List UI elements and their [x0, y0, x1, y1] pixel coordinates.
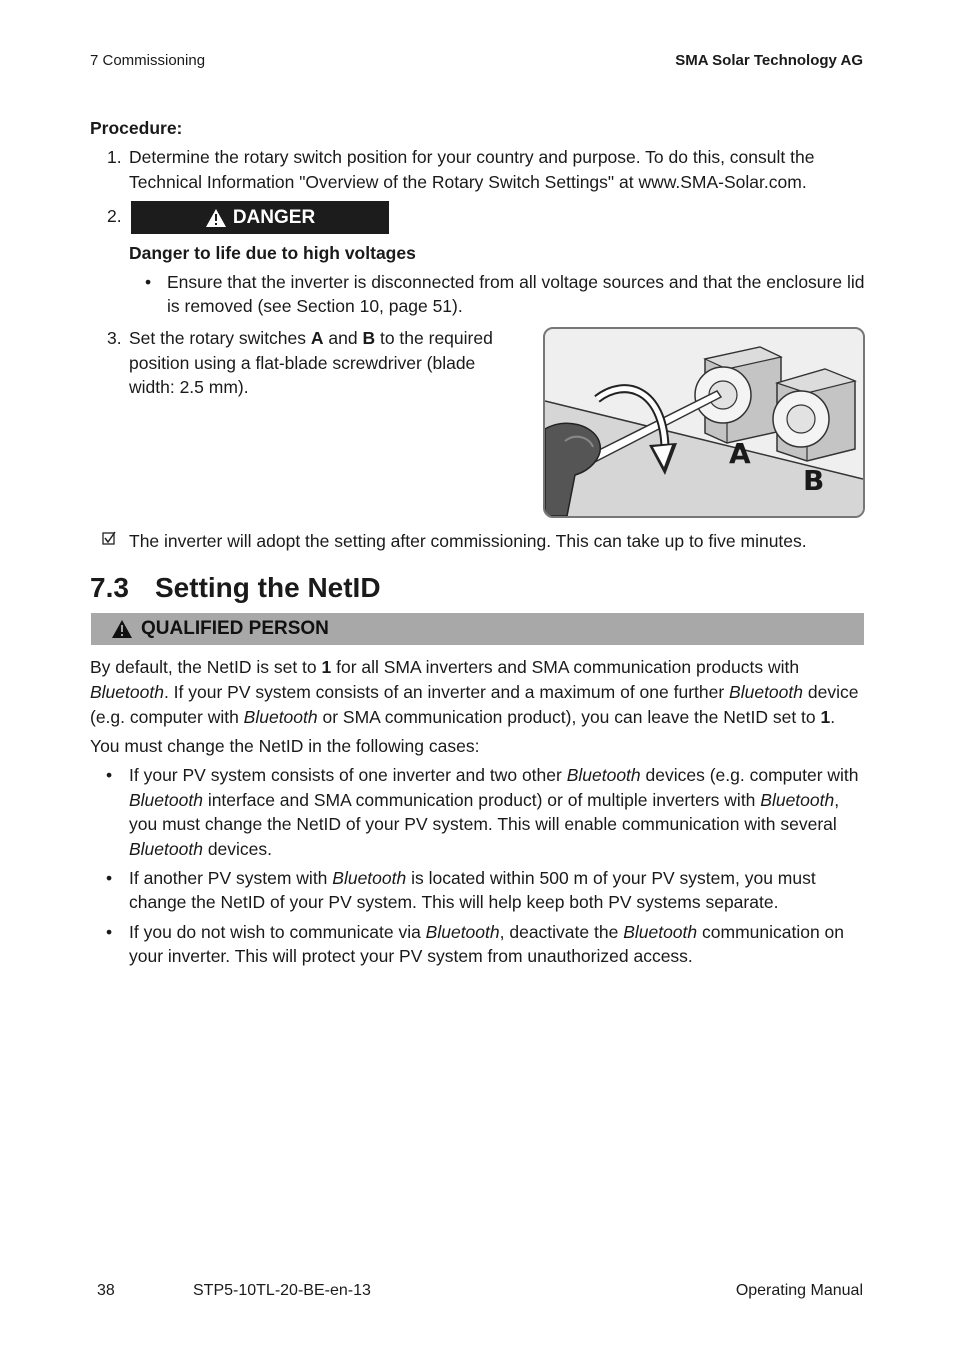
switch-a-label: A	[729, 437, 751, 470]
case3-line-1: If you do not wish to communicate via Bluetooth, deactivate the Bluetooth communication on	[129, 922, 845, 942]
warning-triangle-icon	[205, 208, 227, 228]
result-text: The inverter will adopt the setting after commissioning. This can take up to five minutes.	[129, 531, 807, 551]
qualified-person-label: QUALIFIED PERSON	[141, 618, 329, 639]
step-3-line-3: width: 2.5 mm).	[129, 377, 249, 397]
step-1-number: 1.	[107, 147, 122, 167]
para1-line-2: Bluetooth. If your PV system consists of an inverter and a maximum of one further Bluetooth device	[90, 682, 859, 702]
document-code: STP5-10TL-20-BE-en-13	[193, 1282, 371, 1299]
document-type: Operating Manual	[735, 1282, 863, 1299]
switch-b-label: B	[803, 464, 825, 497]
danger-banner	[131, 201, 389, 234]
warning-triangle-icon	[111, 619, 133, 639]
danger-bullet-line-1: Ensure that the inverter is disconnected from all voltage sources and that the enclosure lid	[167, 272, 865, 292]
step-3-line-2: position using a flat-blade screwdriver (blade	[129, 353, 476, 373]
running-header-company: SMA Solar Technology AG	[675, 52, 863, 69]
bullet-dot: •	[106, 868, 113, 888]
case1-line-1: If your PV system consists of one inverter and two other Bluetooth devices (e.g. computer with	[129, 765, 859, 785]
para2: You must change the NetID in the following cases:	[90, 736, 480, 756]
bullet-dot: •	[106, 765, 113, 785]
case1-line-2: Bluetooth interface and SMA communication product) or of multiple inverters with Bluetooth,	[129, 790, 840, 810]
step-3-line-1: Set the rotary switches A and B to the required	[129, 328, 493, 348]
danger-bullet-line-2: is removed (see Section 10, page 51).	[167, 296, 463, 316]
step-3-number: 3.	[107, 328, 122, 348]
case2-line-1: If another PV system with Bluetooth is located within 500 m of your PV system, you must	[129, 868, 816, 888]
checkbox-result-icon	[102, 531, 117, 546]
para1-line-1: By default, the NetID is set to 1 for all SMA inverters and SMA communication products with	[90, 657, 800, 677]
bullet-dot: •	[145, 272, 152, 292]
page-number: 38	[97, 1282, 115, 1299]
case3-line-2: your inverter. This will protect your PV system from unauthorized access.	[129, 946, 693, 966]
case1-line-3: you must change the NetID of your PV system. This will enable communication with several	[129, 814, 837, 834]
qualified-person-banner	[91, 613, 864, 645]
step-1-line-2: Technical Information "Overview of the Rotary Switch Settings" at www.SMA-Solar.com.	[129, 172, 807, 192]
danger-label: DANGER	[232, 206, 316, 228]
section-number: 7.3	[90, 572, 129, 603]
case2-line-2: change the NetID of your PV system. This will help keep both PV systems separate.	[129, 892, 779, 912]
danger-title: Danger to life due to high voltages	[129, 243, 416, 263]
rotary-switch-illustration	[543, 327, 865, 518]
procedure-heading: Procedure:	[90, 118, 183, 138]
running-header-chapter: 7 Commissioning	[90, 52, 206, 69]
case1-line-4: Bluetooth devices.	[129, 839, 273, 859]
section-heading	[90, 572, 381, 604]
para1-line-3: (e.g. computer with Bluetooth or SMA communication product), you can leave the NetID set to 1.	[90, 707, 836, 727]
section-title: Setting the NetID	[155, 572, 381, 603]
step-2-number: 2.	[107, 206, 122, 226]
bullet-dot: •	[106, 922, 113, 942]
step-1-line-1: Determine the rotary switch position for your country and purpose. To do this, consult the	[129, 147, 815, 167]
